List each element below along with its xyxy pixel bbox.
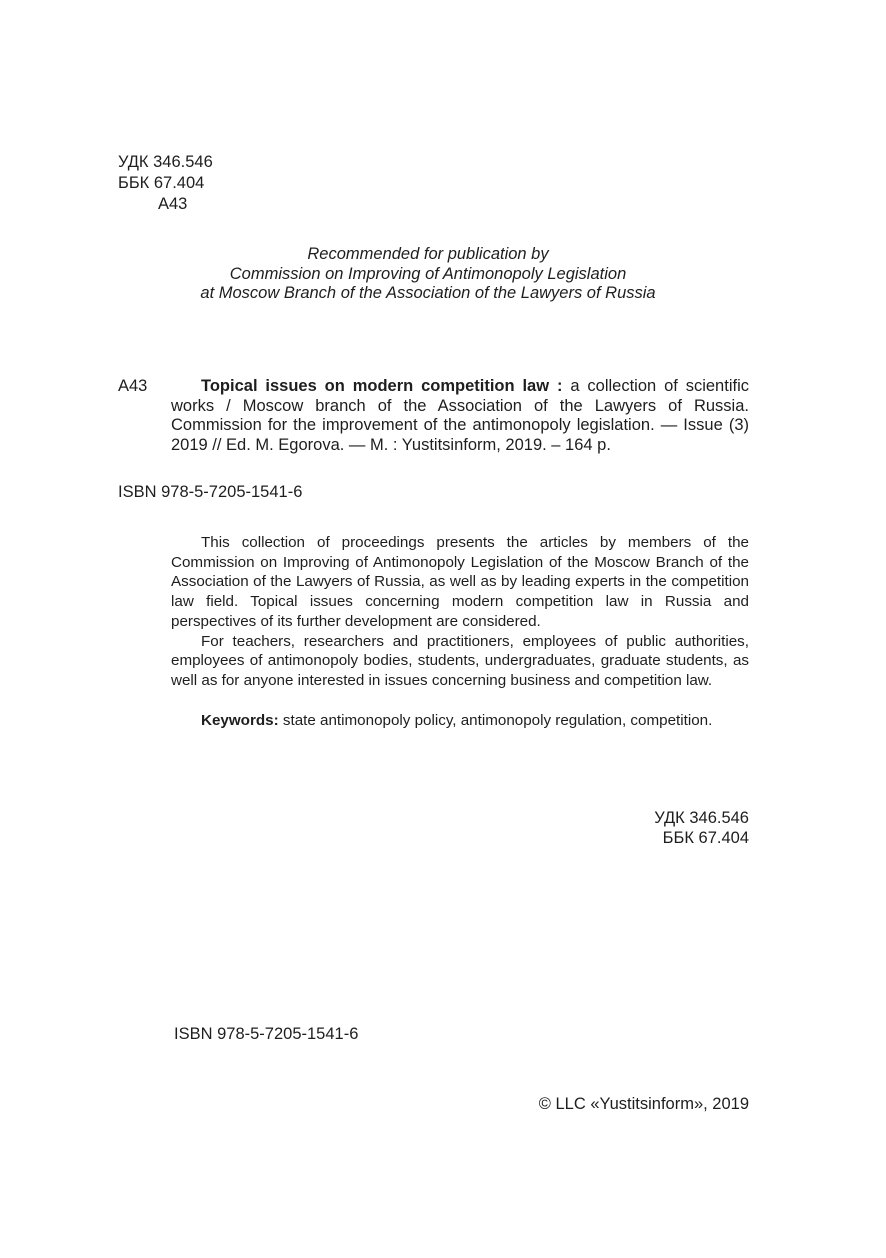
udk-code-right: УДК 346.546 [654,809,749,827]
classification-block-right [560,809,749,848]
publication-recommendation [118,245,738,304]
keywords [171,711,749,731]
bbk-code: ББК 67.404 [118,174,205,192]
abstract-paragraph-1: This collection of proceedings presents the articles by members of the Commission on Improving of Antimonopoly Legislation of the Moscow Branch of the Association of the Lawyers of Russia, as well as by leading experts in the competition law field. Topical issues concerning modern competition law in Russia and perspectives of its further development are considered. [171,534,749,630]
book-title: Topical issues on modern competition law : [201,377,563,395]
copyright-notice: © LLC «Yustitsinform», 2019 [538,1095,749,1113]
recommendation-line-2: Commission on Improving of Antimonopoly Legislation [229,264,627,283]
recommendation-line-1: Recommended for publication by [307,245,549,263]
bbk-code-right: ББК 67.404 [662,828,749,847]
book-description: a collection of scientific works / Moscow branch of the Association of the Lawyers of Russia. Commission for the improvement of the antimonopoly legislation. — Issue (3) 2019 // Ed. M. Egorova. — M. : Yustitsinform, 2019. – 164 p. [171,377,749,454]
udk-code: УДК 346.546 [118,153,213,171]
bibliographic-code: А43 [118,377,148,395]
isbn-bottom: ISBN 978-5-7205-1541-6 [174,1025,359,1043]
bibliographic-description [171,377,749,455]
keywords-text: state antimonopoly policy, antimonopoly regulation, competition. [282,712,713,729]
abstract-paragraph-2: For teachers, researchers and practitioners, employees of public authorities, employees of antimonopoly bodies, students, undergraduates, graduate students, as well as for anyone interested in issues concerning business and competition law. [171,632,749,689]
isbn-top: ISBN 978-5-7205-1541-6 [118,483,303,501]
keywords-label: Keywords: [201,712,279,729]
recommendation-line-3: at Moscow Branch of the Association of the Lawyers of Russia [200,284,656,302]
author-mark: А43 [158,195,188,213]
abstract [171,533,749,691]
classification-block [118,152,213,215]
